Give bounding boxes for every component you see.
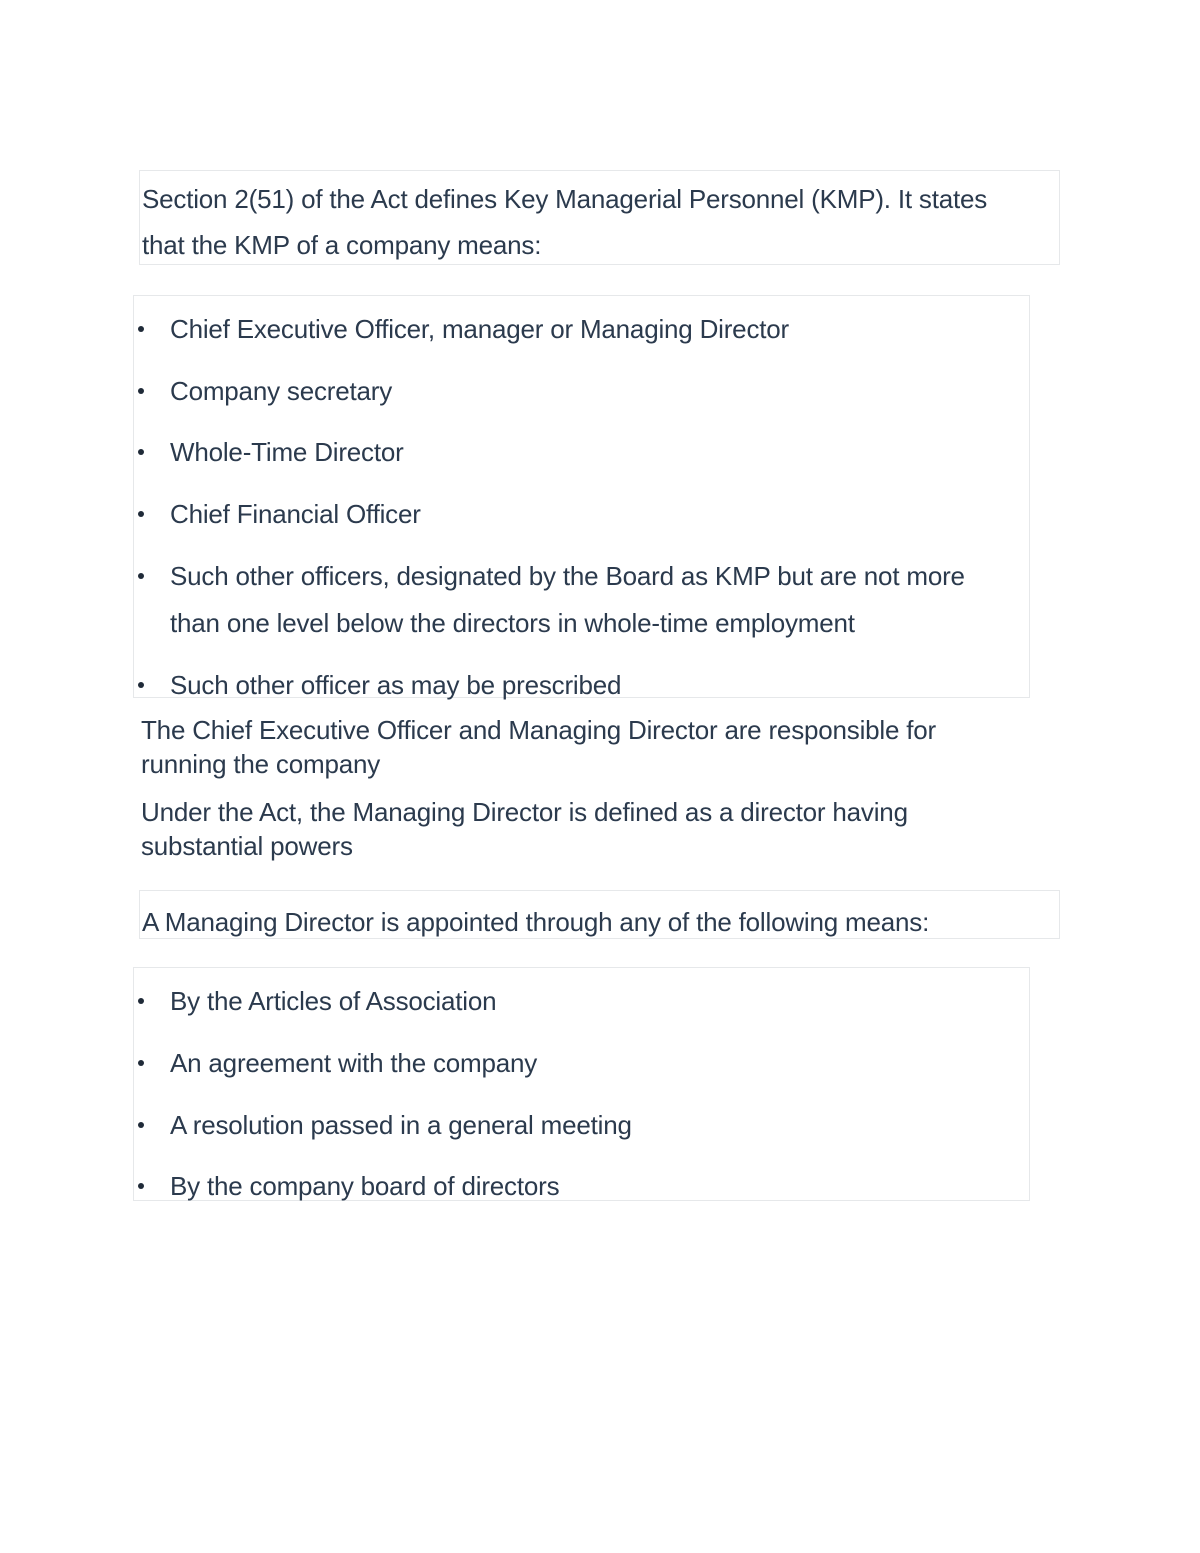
list-item-text: By the Articles of Association	[170, 986, 497, 1016]
bullet-icon	[138, 388, 144, 394]
list-item	[134, 435, 1010, 469]
bullet-icon	[138, 1122, 144, 1128]
bullet-icon	[138, 449, 144, 455]
list-item-text: Chief Financial Officer	[170, 499, 421, 529]
list-item-text: Such other officer as may be prescribed	[170, 670, 622, 700]
list-item-text: An agreement with the company	[170, 1048, 538, 1078]
md-definition-paragraph: Under the Act, the Managing Director is defined as a director having substantial powers	[141, 797, 908, 861]
bullet-icon	[138, 682, 144, 688]
list-item	[134, 497, 1010, 531]
list-item	[134, 312, 1010, 346]
list-item-text: A resolution passed in a general meeting	[170, 1110, 632, 1140]
list-item	[134, 553, 1010, 647]
list-item	[134, 374, 1010, 408]
list-item-text: Whole-Time Director	[170, 437, 404, 467]
md-intro-text: A Managing Director is appointed through any of the following means:	[142, 907, 930, 937]
bullet-icon	[138, 573, 144, 579]
list-item	[134, 1169, 1010, 1203]
list-item	[134, 1046, 1010, 1080]
bullet-icon	[138, 1060, 144, 1066]
list-item-text: Chief Executive Officer, manager or Managing Director	[170, 314, 789, 344]
md-intro-box	[139, 890, 1060, 939]
ceo-md-paragraph: The Chief Executive Officer and Managing Director are responsible for running the company	[141, 715, 937, 779]
bullet-icon	[138, 511, 144, 517]
bullet-icon	[138, 998, 144, 1004]
kmp-list-box	[133, 295, 1030, 698]
bullet-icon	[138, 326, 144, 332]
list-item-text: Such other officers, designated by the Board as KMP but are not more than one level below the directors in whole-time employment	[170, 561, 965, 638]
kmp-intro-box	[139, 170, 1060, 265]
list-item-text: By the company board of directors	[170, 1171, 560, 1201]
bullet-icon	[138, 1183, 144, 1189]
kmp-intro-text: Section 2(51) of the Act defines Key Managerial Personnel (KMP). It states that the KMP of a company means:	[142, 184, 988, 260]
list-item	[134, 668, 1010, 702]
list-item	[134, 1108, 1010, 1142]
list-item-text: Company secretary	[170, 376, 393, 406]
md-list-box	[133, 967, 1030, 1201]
list-item	[134, 984, 1010, 1018]
